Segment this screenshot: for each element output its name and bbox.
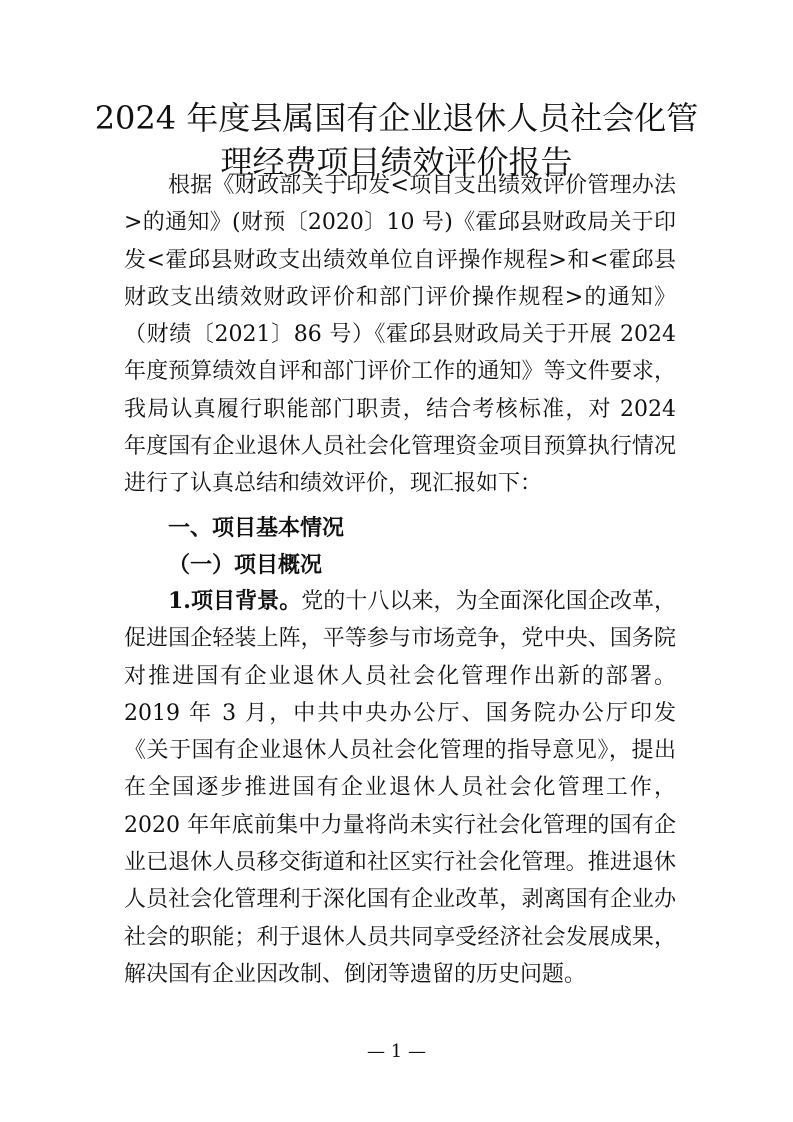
section-heading: 一、项目基本情况 [168, 515, 345, 541]
background-lead: 1.项目背景。 [168, 588, 302, 614]
document-title-line-1: 2024 年度县属国有企业退休人员社会化管 [94, 99, 699, 137]
page-number: — 1 — [367, 1041, 426, 1062]
subsection-heading: （一）项目概况 [168, 552, 323, 578]
background-text: 党的十八以来，为全面深化国企改革，促进国企轻装上阵，平等参与市场竞争，党中央、国务院对推进国有企业退休人员社会化管理作出新的部署。2019 年 3 月，中共中央办公厅、国务院办公厅印发《关于国有企业退休人员社会化管理的指导意见》，提出在全国逐步推进国有企业退休人员社会化管理工作，2020 年年底前集中力量将尚未实行社会化管理的国有企业已退休人员移交街道和社区实行社会化管理。推进退休人员社会化管理利于深化国有企业改革，剥离国有企业办社会的职能；利于退休人员共同享受经济社会发展成果，解决国有企业因改制、倒闭等遗留的历史问题。 [124, 589, 676, 987]
document-title-line-2: 理经费项目绩效评价报告 [220, 143, 573, 181]
intro-paragraph: 根据《财政部关于印发<项目支出绩效评价管理办法>的通知》(财预〔2020〕10 号)《霍邱县财政局关于印发<霍邱县财政支出绩效单位自评操作规程>和<霍邱县财政支出绩效财政评价和部门评价操作规程>的通知》（财绩〔2021〕86 号）《霍邱县财政局关于开展 2024 年度预算绩效自评和部门评价工作的通知》等文件要求，我局认真履行职能部门职责，结合考核标准，对 2024 年度国有企业退休人员社会化管理资金项目预算执行情况进行了认真总结和绩效评价，现汇报如下： [124, 173, 676, 497]
background-paragraph [124, 583, 676, 993]
